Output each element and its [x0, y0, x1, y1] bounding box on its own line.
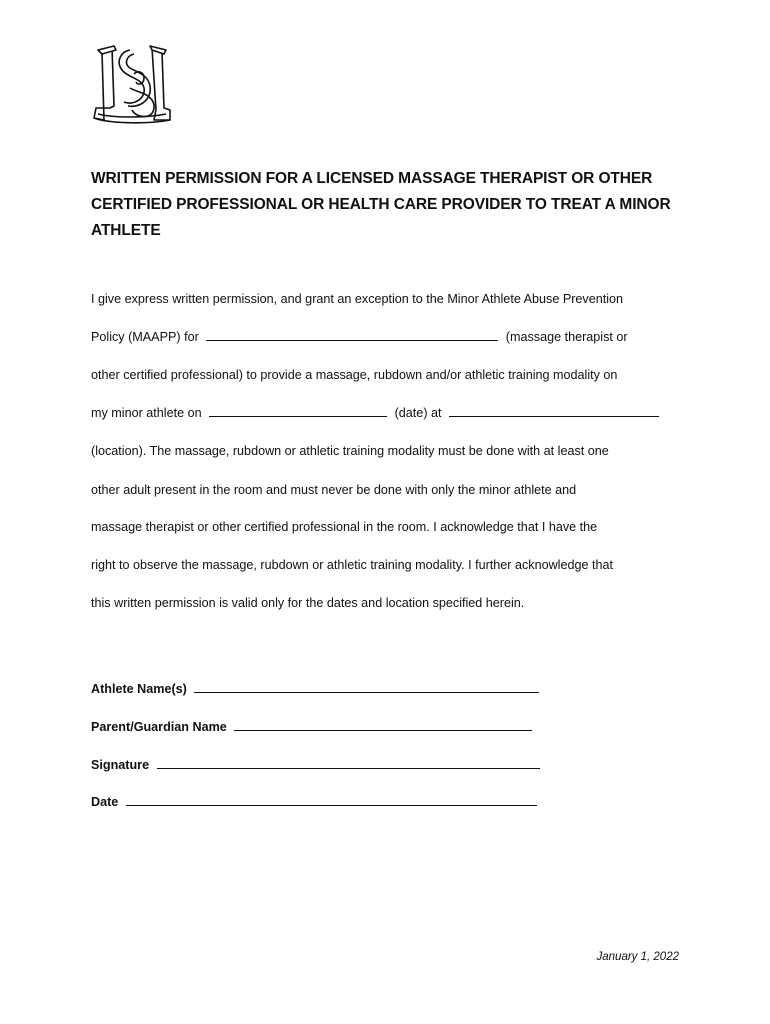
- body-text: Policy (MAAPP) for: [91, 330, 199, 344]
- body-line: other adult present in the room and must never be done with only the minor athlete and: [91, 483, 577, 497]
- revision-date: January 1, 2022: [596, 951, 679, 963]
- date-field: [91, 794, 537, 810]
- title-line: WRITTEN PERMISSION FOR A LICENSED MASSAGE THERAPIST OR OTHER: [91, 170, 653, 187]
- body-text: my minor athlete on: [91, 406, 202, 420]
- title-line: ATHLETE: [91, 222, 161, 239]
- athlete-name-line[interactable]: [194, 681, 539, 693]
- body-line: other certified professional) to provide a massage, rubdown and/or athletic training modality on: [91, 368, 618, 382]
- body-line: massage therapist or other certified professional in the room. I acknowledge that I have the: [91, 520, 598, 534]
- body-line: right to observe the massage, rubdown or athletic training modality. I further acknowledge that: [91, 558, 613, 572]
- date-blank[interactable]: [209, 405, 387, 417]
- athlete-name-label: Athlete Name(s): [91, 682, 187, 696]
- body-line-date-location: [91, 405, 659, 421]
- athlete-name-field: [91, 681, 539, 697]
- title-line: CERTIFIED PROFESSIONAL OR HEALTH CARE PROVIDER TO TREAT A MINOR: [91, 196, 671, 213]
- body-line-therapist: [91, 329, 628, 345]
- body-text: (massage therapist or: [505, 330, 628, 344]
- date-line-extension[interactable]: [259, 794, 537, 806]
- guardian-name-label: Parent/Guardian Name: [91, 720, 227, 734]
- body-line: (location). The massage, rubdown or athletic training modality must be done with at least one: [91, 444, 609, 458]
- organization-seal-logo: [90, 44, 174, 124]
- guardian-name-field: [91, 719, 532, 735]
- form-title: [91, 166, 691, 244]
- date-label: Date: [91, 795, 119, 809]
- body-line: this written permission is valid only for the dates and location specified herein.: [91, 596, 525, 610]
- signature-label: Signature: [91, 758, 150, 772]
- location-blank[interactable]: [449, 405, 659, 417]
- date-line[interactable]: [126, 794, 259, 806]
- signature-line[interactable]: [157, 757, 540, 769]
- body-line: I give express written permission, and grant an exception to the Minor Athlete Abuse Prevention: [91, 292, 624, 306]
- body-text: (date) at: [394, 406, 442, 420]
- guardian-name-line[interactable]: [234, 719, 532, 731]
- signature-field: [91, 757, 540, 773]
- therapist-name-blank[interactable]: [206, 329, 498, 341]
